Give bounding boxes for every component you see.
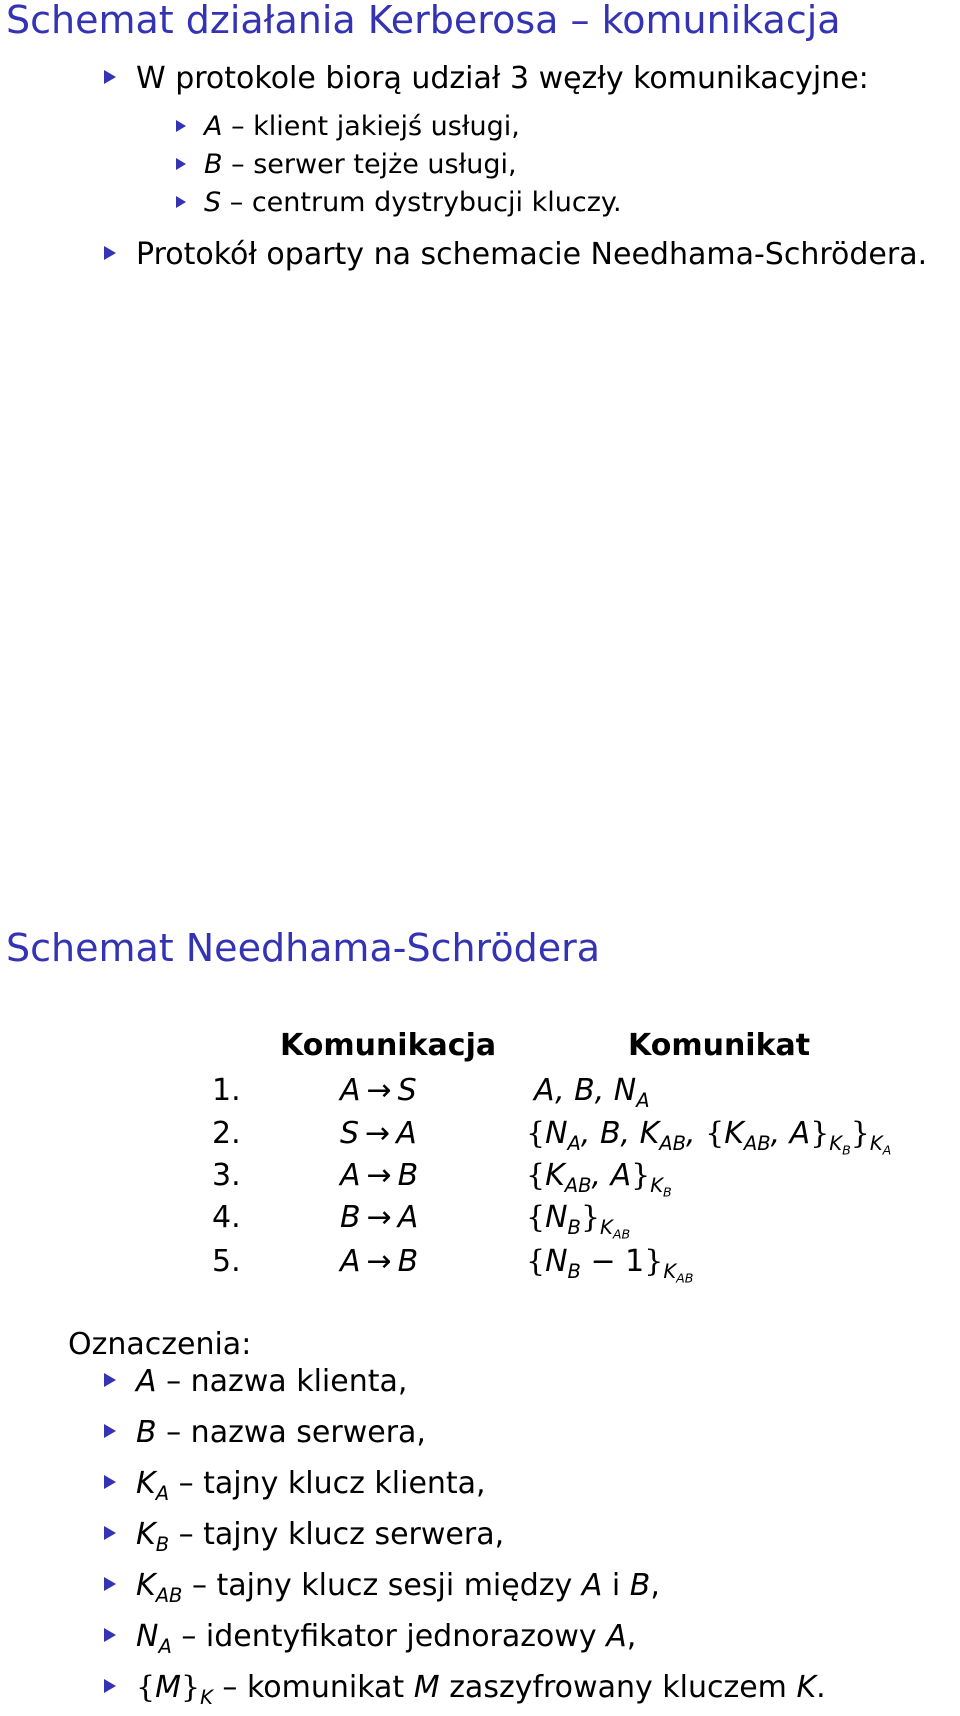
- row-communication: S → A: [340, 1116, 417, 1151]
- legend-item: $\{M\}_K$ – komunikat M zaszyfrowany kluczem K.: [104, 1670, 826, 1705]
- legend-item: A – nazwa klienta,: [104, 1364, 407, 1399]
- sub-bullet-client: A – klient jakiejś usługi,: [176, 111, 520, 142]
- bullet-triangle-icon: [104, 1424, 116, 1438]
- row-number: 1.: [212, 1073, 241, 1108]
- bullet-triangle-icon: [104, 1577, 116, 1591]
- bullet-triangle-icon: [104, 1475, 116, 1489]
- bullet-triangle-icon: [104, 1526, 116, 1540]
- row-number: 4.: [212, 1200, 241, 1235]
- row-message: {$K_{AB}$, $A\}_{K_B}$: [526, 1158, 672, 1200]
- row-message: {$N_A$, B, $K_{AB}$, {$K_{AB}$, $A\}_{K_B}\}_{K_A}$: [526, 1116, 892, 1158]
- bullet-triangle-icon: [104, 246, 116, 260]
- slide2-title: Schemat Needhama-Schrödera: [6, 926, 600, 970]
- row-communication: B → A: [340, 1200, 419, 1235]
- bullet-nodes: W protokole biorą udział 3 węzły komunikacyjne:: [104, 61, 869, 96]
- bullet-triangle-icon: [104, 1628, 116, 1642]
- row-number: 5.: [212, 1244, 241, 1279]
- row-message: $\{N_B - 1\}_{K_{AB}}$: [526, 1244, 694, 1286]
- header-komunikacja: Komunikacja: [280, 1028, 497, 1063]
- bullet-triangle-icon: [176, 196, 186, 208]
- legend-label: Oznaczenia:: [68, 1327, 252, 1362]
- bullet-basis: Protokół oparty na schemacie Needhama-Schrödera.: [104, 237, 927, 272]
- legend-item: $K_A$ – tajny klucz klienta,: [104, 1466, 486, 1501]
- header-komunikat: Komunikat: [628, 1028, 811, 1063]
- legend-item: B – nazwa serwera,: [104, 1415, 426, 1450]
- legend-item: $K_B$ – tajny klucz serwera,: [104, 1517, 504, 1552]
- row-number: 3.: [212, 1158, 241, 1193]
- sub-bullet-server: B – serwer tejże usługi,: [176, 149, 517, 180]
- slide1-title: Schemat działania Kerberosa – komunikacja: [6, 0, 841, 42]
- row-communication: A → S: [340, 1073, 417, 1108]
- bullet-triangle-icon: [104, 1373, 116, 1387]
- row-message: A, B, $N_A$: [534, 1073, 650, 1112]
- row-number: 2.: [212, 1116, 241, 1151]
- sub-bullet-kdc: S – centrum dystrybucji kluczy.: [176, 187, 622, 218]
- bullet-triangle-icon: [104, 1679, 116, 1693]
- bullet-triangle-icon: [104, 70, 116, 84]
- legend-item: $N_A$ – identyfikator jednorazowy A,: [104, 1619, 636, 1654]
- row-communication: A → B: [340, 1158, 419, 1193]
- bullet-triangle-icon: [176, 158, 186, 170]
- row-message: $\{N_B\}_{K_{AB}}$: [526, 1200, 631, 1242]
- legend-item: $K_{AB}$ – tajny klucz sesji między A i B,: [104, 1568, 660, 1603]
- bullet-triangle-icon: [176, 120, 186, 132]
- row-communication: A → B: [340, 1244, 419, 1279]
